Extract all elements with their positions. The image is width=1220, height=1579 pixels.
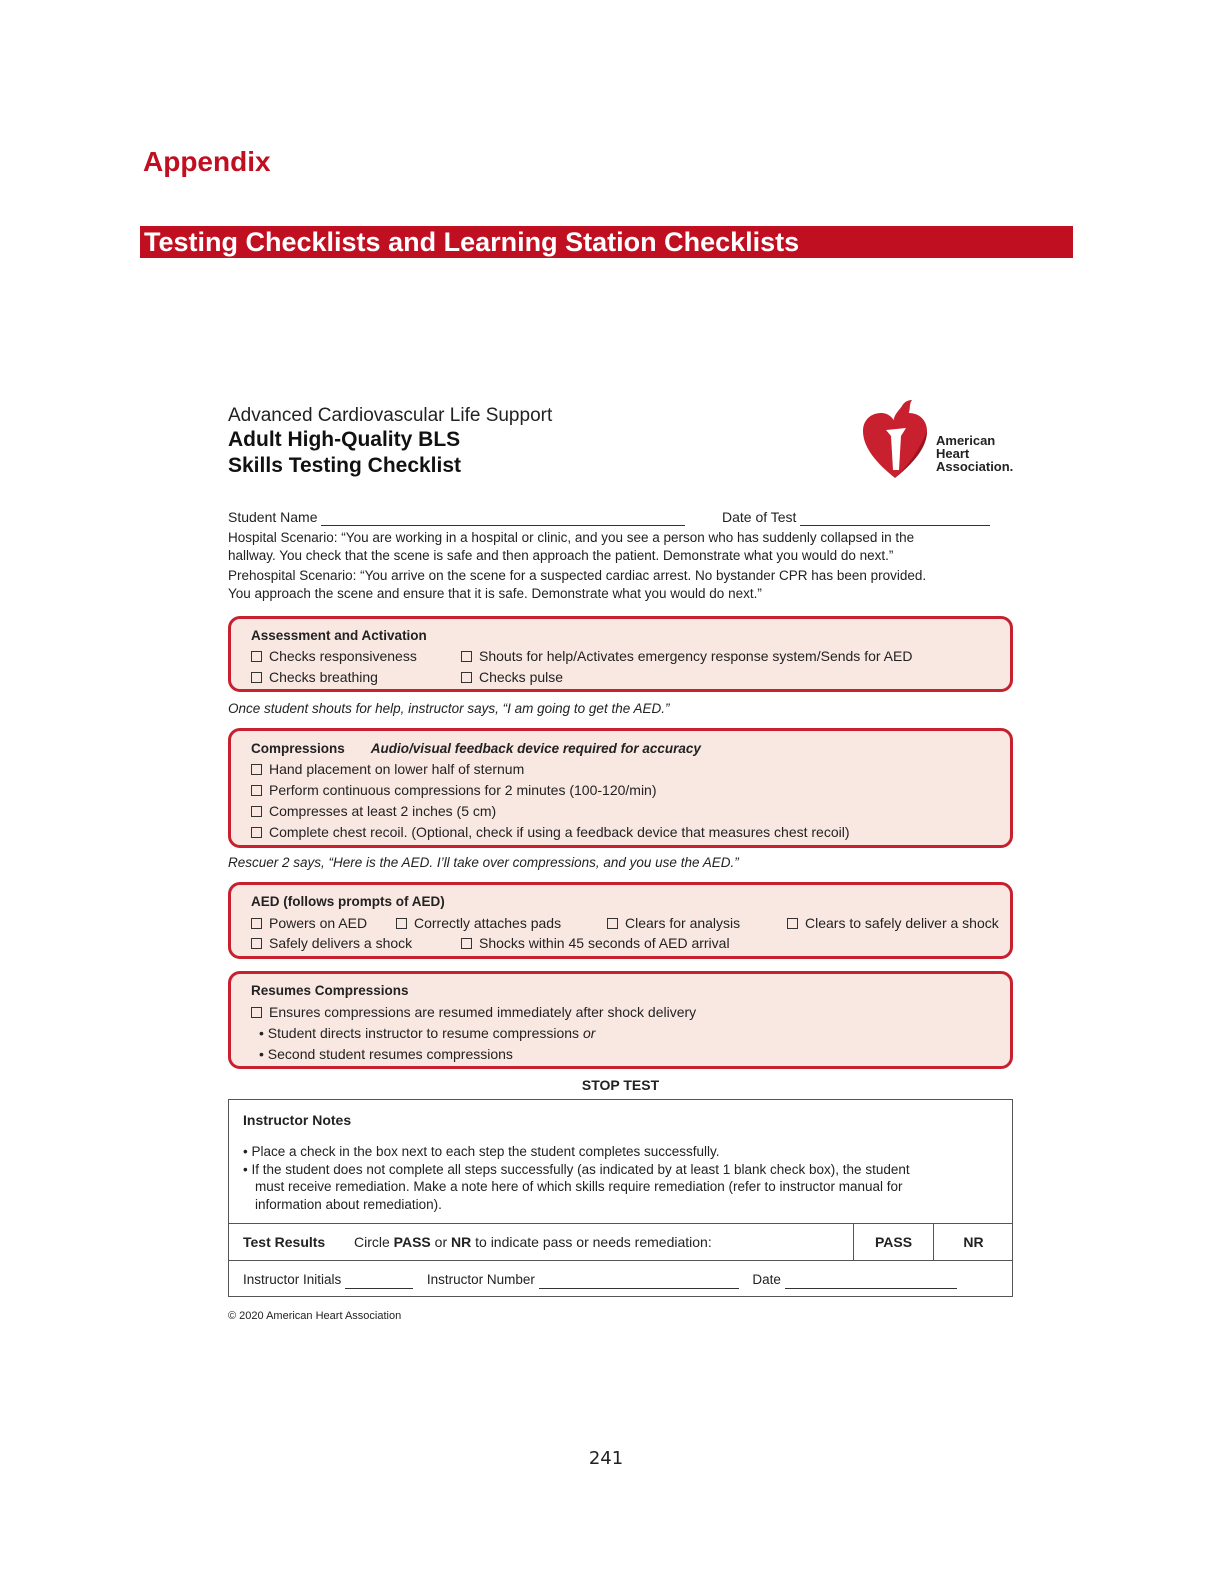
stop-test: STOP TEST [581,1077,660,1093]
date-field[interactable] [800,512,990,526]
checkbox[interactable] [461,672,472,683]
student-name-label: Student Name [228,509,318,525]
checklist-item[interactable]: Shouts for help/Activates emergency response system/Sends for AED [461,647,912,665]
number-field[interactable] [539,1275,739,1289]
prehospital-scenario: Prehospital Scenario: “You arrive on the scene for a suspected cardiac arrest. No bystander CPR has been provided. [228,568,927,583]
compressions-box [228,728,1013,848]
heart-torch-icon [860,398,930,482]
checklist-item[interactable]: Clears to safely deliver a shock [787,914,999,932]
form-title-1: Adult High-Quality BLS [228,428,461,451]
checkbox[interactable] [251,827,262,838]
section-banner: Testing Checklists and Learning Station Checklists [140,226,1073,258]
copyright: © 2020 American Heart Association [228,1310,402,1322]
note-bullet-cont: must receive remediation. Make a note here of which skills require remediation (refer to instructor manual for [255,1179,903,1194]
number-label: Instructor Number [426,1272,535,1287]
checkbox[interactable] [251,672,262,683]
instructor-notes-table: Instructor Notes • Place a check in the box next to each step the student completes successfully. • If the student does not complete all steps successfully (as indicated by at least 1 blank check box), the student must receive remediation. Make a note here of which skills require remediation (refer to instructor manual for information about remediation). Test Results Circle PASS or NR to indicate pass or needs remediation: PASS NR Instructor Initials Instructor Number Date [228,1099,1013,1297]
checkbox[interactable] [251,651,262,662]
pass-option[interactable]: PASS [874,1234,913,1250]
prehospital-scenario: You approach the scene and ensure that it is safe. Demonstrate what you would do next.” [228,586,762,601]
checklist-item[interactable]: Hand placement on lower half of sternum [251,760,524,778]
compressions-title: Compressions [251,741,345,756]
checklist-item[interactable]: Safely delivers a shock [251,934,412,952]
form-subtitle: Advanced Cardiovascular Life Support [228,405,553,426]
note-bullet-cont: information about remediation). [255,1196,442,1212]
compressions-subtitle: Audio/visual feedback device required for accuracy [370,741,701,756]
resumes-box [228,971,1013,1069]
hospital-scenario: hallway. You check that the scene is safe and then approach the patient. Demonstrate what you would do next.” [228,548,894,563]
results-instruction: Circle PASS or NR to indicate pass or needs remediation: [354,1234,712,1250]
checkbox[interactable] [461,938,472,949]
checklist-item[interactable]: Compresses at least 2 inches (5 cm) [251,802,496,820]
notes-date-label: Date [752,1272,781,1287]
checklist-item[interactable]: Shocks within 45 seconds of AED arrival [461,934,730,952]
student-name-row [228,508,685,526]
assessment-title: Assessment and Activation [251,628,427,643]
page-number: 241 [588,1448,624,1469]
form-title-2: Skills Testing Checklist [228,454,462,477]
assessment-box [228,616,1013,692]
checkbox[interactable] [251,938,262,949]
instructor-cue: Once student shouts for help, instructor says, “I am going to get the AED.” [228,701,670,716]
logo-line: Association. [936,459,1014,474]
note-bullet: If the student does not complete all steps successfully (as indicated by at least 1 blank check box), the student [251,1161,910,1177]
checkbox[interactable] [251,764,262,775]
checkbox[interactable] [251,806,262,817]
checklist-item[interactable]: Checks responsiveness [251,647,417,665]
checklist-item[interactable]: Clears for analysis [607,914,740,932]
checklist-item[interactable]: Complete chest recoil. (Optional, check if using a feedback device that measures chest recoil) [251,823,850,841]
notes-date-field[interactable] [785,1275,957,1289]
checkbox[interactable] [461,651,472,662]
checklist-item[interactable]: Ensures compressions are resumed immediately after shock delivery [251,1003,696,1021]
checkbox[interactable] [396,918,407,929]
student-name-field[interactable] [321,512,685,526]
date-label: Date of Test [722,509,797,525]
aed-title: AED (follows prompts of AED) [251,894,445,909]
nr-option[interactable]: NR [963,1234,984,1250]
appendix-heading: Appendix [143,146,271,177]
checklist-item[interactable]: Perform continuous compressions for 2 minutes (100-120/min) [251,781,657,799]
bullet-item: • Student directs instructor to resume compressions or [259,1025,596,1041]
checklist-item[interactable]: Checks breathing [251,668,378,686]
checklist-item[interactable]: Correctly attaches pads [396,914,561,932]
checkbox[interactable] [607,918,618,929]
note-bullet: Place a check in the box next to each step the student completes successfully. [251,1144,720,1159]
date-row [722,508,990,526]
checkbox[interactable] [251,1007,262,1018]
logo-line: American [936,433,996,448]
test-results-label: Test Results [243,1234,326,1250]
checkbox[interactable] [251,918,262,929]
bullet-item: • Second student resumes compressions [259,1046,513,1062]
checkbox[interactable] [787,918,798,929]
initials-field[interactable] [345,1275,413,1289]
checklist-item[interactable]: Checks pulse [461,668,563,686]
checkbox[interactable] [251,785,262,796]
aed-box [228,882,1013,959]
initials-label: Instructor Initials [243,1272,342,1287]
aha-logo [860,398,1020,482]
notes-title: Instructor Notes [243,1112,352,1128]
checklist-item[interactable]: Powers on AED [251,914,367,932]
logo-line: Heart [936,446,970,461]
resumes-title: Resumes Compressions [251,983,409,998]
rescuer-cue: Rescuer 2 says, “Here is the AED. I’ll take over compressions, and you use the AED.” [228,855,739,870]
hospital-scenario: Hospital Scenario: “You are working in a hospital or clinic, and you see a person who has suddenly collapsed in the [228,530,915,545]
